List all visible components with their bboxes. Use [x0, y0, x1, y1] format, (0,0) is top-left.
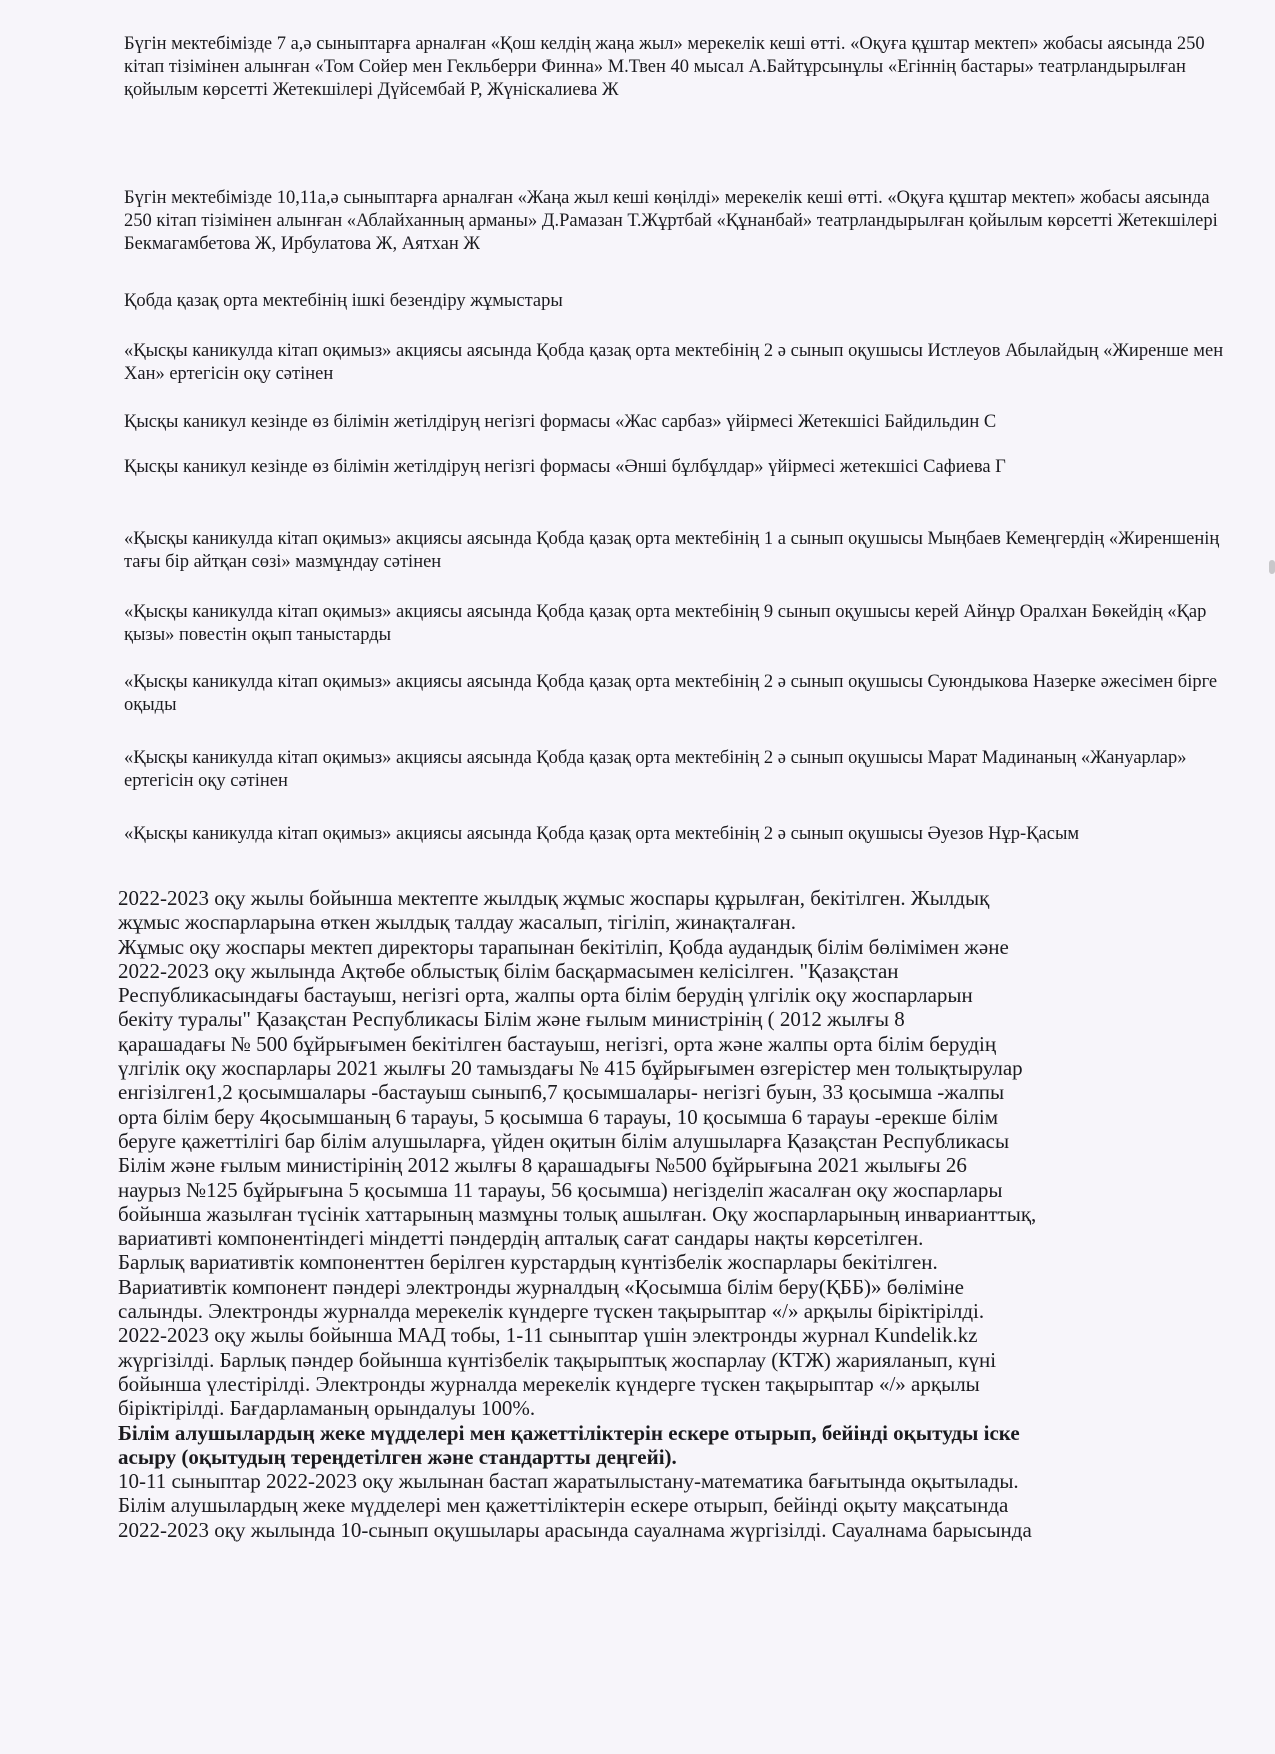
body-line: бекіту туралы" Қазақстан Республикасы Білім және ғылым министрінің ( 2012 жылғы 8: [118, 1007, 905, 1032]
body-line: наурыз №125 бұйрығына 5 қосымша 11 тарауы, 56 қосымша) негізделіп жасалған оқу жоспарлары: [118, 1177, 1003, 1202]
body-line: Білім алушылардың жеке мүдделері мен қажеттіліктерін ескере отырып, бейінді оқыту мақсатында: [118, 1493, 1009, 1518]
body-line: вариативті компонентіндегі міндетті пәндердің апталық сағат сандары нақты көрсетілген.: [118, 1226, 924, 1251]
section-heading-line: Білім алушылардың жеке мүдделері мен қажеттіліктерін ескере отырып, бейінді оқытуды іске: [118, 1420, 1020, 1445]
body-line: 2022-2023 оқу жылында 10-сынып оқушылары арасында сауалнама жүргізілді. Сауалнама барысында: [118, 1517, 1032, 1542]
paragraph-anshi-bulbuldar: Қысқы каникул кезінде өз білімін жетілдіруң негізгі формасы «Әнші бұлбұлдар» үйірмесі жетекшісі Сафиева Г: [124, 457, 1006, 477]
paragraph-reading-suyundykova: «Қысқы каникулда кітап оқимыз» акциясы аясында Қобда қазақ орта мектебінің 2 ә сынып оқушысы Суюндыкова Назерке әжесімен бірге оқыды: [124, 672, 1218, 715]
paragraph-reading-marat: «Қысқы каникулда кітап оқимыз» акциясы аясында Қобда қазақ орта мектебінің 2 ә сынып оқушысы Марат Мадинаның «Жануарлар» ертегісін оқу сәтінен: [124, 748, 1187, 791]
body-line: бойынша жазылған түсінік хаттарының мазмұны толық ашылған. Оқу жоспарларының инварианттық,: [118, 1201, 1037, 1226]
scan-mark: [1269, 560, 1275, 574]
body-line: енгізілген1,2 қосымшалары -бастауыш сынып6,7 қосымшалары- негізгі буын, 33 қосымша -жалпы: [118, 1080, 1005, 1105]
body-line: бойынша үлестірілді. Электронды журналда мерекелік күндерге түскен тақырыптар «/» арқылы: [118, 1371, 980, 1396]
paragraph-event-10-11-grade: Бүгін мектебімізде 10,11а,ә сыныптарға арналған «Жаңа жыл кеші көңілді» мерекелік кеші өтті. «Оқуға құштар мектеп» жобасы аясында 250 кітап тізімінен алынған «Аблайханның арманы» Д.Рамазан Т.Жұртбай «Құнанбай» театрландырылған қойылым көрсетті Жетекшілері Бекмагамбетова Ж, Ирбулатова Ж, Аятхан Ж: [124, 188, 1218, 254]
body-line: Білім және ғылым министірінің 2012 жылғы 8 қарашадығы №500 бұйрығына 2021 жылығы 26: [118, 1153, 967, 1178]
paragraph-event-7-grade: Бүгін мектебімізде 7 а,ә сыныптарға арналған «Қош келдің жаңа жыл» мерекелік кеші өтті. «Оқуға құштар мектеп» жобасы аясында 250 кітап тізімінен алынған «Том Сойер мен Гекльберри Финна» М.Твен 40 мысал А.Байтұрсынұлы «Егіннің бастары» театрландырылған қойылым көрсетті Жетекшілері Дүйсембай Р, Жүніскалиева Ж: [124, 34, 1205, 100]
body-line: 2022-2023 оқу жылында Ақтөбе облыстық білім басқармасымен келісілген. "Қазақстан: [118, 958, 899, 983]
body-line: орта білім беру 4қосымшаның 6 тарауы, 5 қосымша 6 тарауы, 10 қосымша 6 тарауы -ерекше білім: [118, 1104, 999, 1129]
paragraph-jas-sarbaz: Қысқы каникул кезінде өз білімін жетілдіруң негізгі формасы «Жас сарбаз» үйірмесі Жетекшісі Байдильдин С: [124, 412, 997, 432]
body-line: беруге қажеттілігі бар білім алушыларға, үйден оқитын білім алушыларға Қазақстан Республикасы: [118, 1128, 1010, 1153]
body-line: Барлық вариативтік компоненттен берілген курстардың күнтізбелік жоспарлары бекітілген.: [118, 1250, 938, 1275]
paragraph-reading-kerei: «Қысқы каникулда кітап оқимыз» акциясы аясында Қобда қазақ орта мектебінің 9 сынып оқушысы керей Айнұр Оралхан Бөкейдің «Қар қызы» повестін оқып таныстарды: [124, 602, 1207, 645]
body-line: Жұмыс оқу жоспары мектеп директоры тарапынан бекітіліп, Қобда аудандық білім бөлімімен және: [118, 934, 1009, 959]
body-line: 2022-2023 оқу жылы бойынша МАД тобы, 1-11 сыныптар үшін электронды журнал Kundelik.kz: [118, 1323, 978, 1348]
paragraph-school-decoration: Қобда қазақ орта мектебінің ішкі безендіру жұмыстары: [124, 291, 563, 311]
paragraph-reading-auezov: «Қысқы каникулда кітап оқимыз» акциясы аясында Қобда қазақ орта мектебінің 2 ә сынып оқушысы Әуезов Нұр-Қасым: [124, 824, 1080, 844]
body-line: Республикасындағы бастауыш, негізгі орта, жалпы орта білім берудің үлгілік оқу жоспарларын: [118, 983, 973, 1008]
body-line: жүргізілді. Барлық пәндер бойынша күнтізбелік тақырыптық жоспарлау (КТЖ) жарияланып, күні: [118, 1347, 997, 1372]
curriculum-section: [118, 886, 1233, 1542]
paragraph-reading-istleuov: «Қысқы каникулда кітап оқимыз» акциясы аясында Қобда қазақ орта мектебінің 2 ә сынып оқушысы Истлеуов Абылайдың «Жиренше мен Хан» ертегісін оқу сәтінен: [124, 341, 1224, 384]
paragraph-reading-mynbaev: «Қысқы каникулда кітап оқимыз» акциясы аясында Қобда қазақ орта мектебінің 1 а сынып оқушысы Мыңбаев Кемеңгердің «Жиреншенің тағы бір айтқан сөзі» мазмұндау сәтінен: [124, 529, 1220, 572]
body-line: салынды. Электронды журналда мерекелік күндерге түскен тақырыптар «/» арқылы біріктірілді.: [118, 1299, 985, 1324]
body-line: 2022-2023 оқу жылы бойынша мектепте жылдық жұмыс жоспары құрылған, бекітілген. Жылдық: [118, 886, 990, 910]
section-heading-line: асыру (оқытудың тереңдетілген және стандартты деңгейі).: [118, 1444, 677, 1469]
body-line: үлгілік оқу жоспарлары 2021 жылғы 20 тамыздағы № 415 бұйрығымен өзгерістер мен толықтырулар: [118, 1056, 1023, 1081]
body-line: жұмыс жоспарларына өткен жылдық талдау жасалып, тігіліп, жинақталған.: [118, 910, 797, 935]
body-line: біріктірілді. Бағдарламаның орындалуы 100%.: [118, 1396, 536, 1421]
body-line: Вариативтік компонент пәндері электронды журналдың «Қосымша білім беру(ҚББ)» бөліміне: [118, 1274, 964, 1299]
body-line: 10-11 сыныптар 2022-2023 оқу жылынан бастап жаратылыстану-математика бағытында оқытылады.: [118, 1469, 1019, 1494]
body-line: қарашадағы № 500 бұйрығымен бекітілген бастауыш, негізгі, орта және жалпы орта білім берудің: [118, 1031, 997, 1056]
